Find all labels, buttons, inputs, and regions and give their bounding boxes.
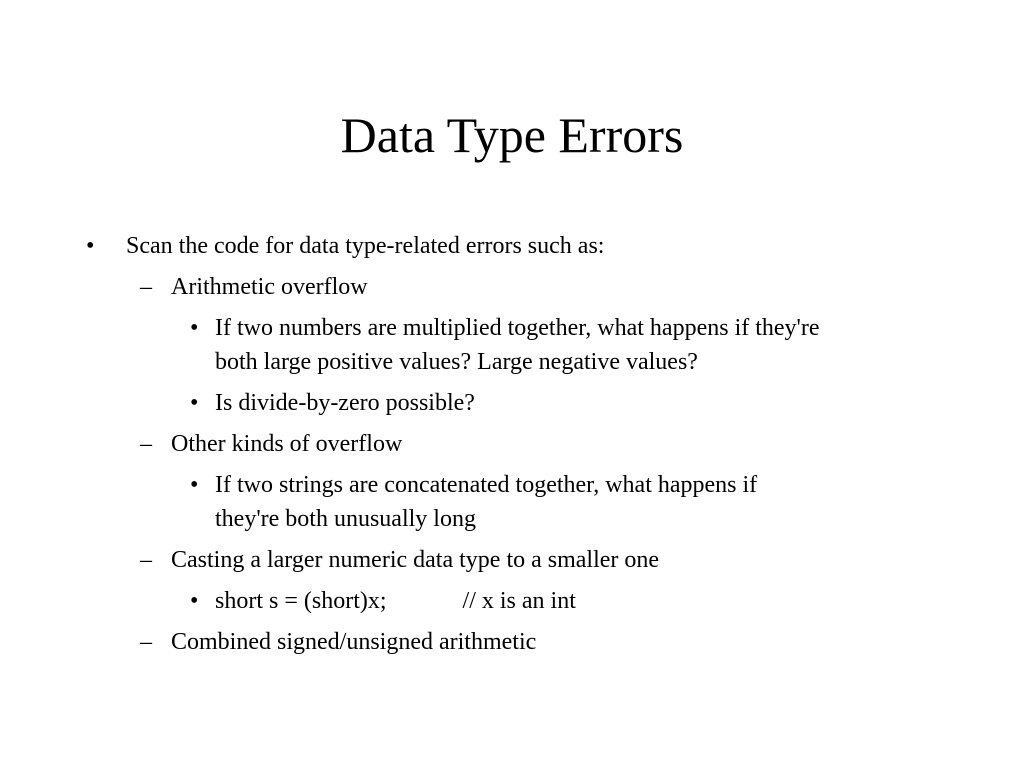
sub-sub-bullet-divide-by-zero: Is divide-by-zero possible? [215, 390, 475, 416]
dash-marker: – [140, 629, 152, 655]
bullet-scan-code: Scan the code for data type-related errors such as: [126, 233, 605, 259]
bullet-marker: • [190, 588, 199, 614]
dash-marker: – [140, 431, 152, 457]
sub-bullet-arithmetic-overflow: Arithmetic overflow [171, 274, 368, 300]
bullet-marker: • [190, 472, 199, 498]
bullet-marker: • [190, 315, 199, 341]
sub-sub-bullet-concat-line1: If two strings are concatenated together, what happens if [215, 472, 758, 498]
bullet-marker: • [190, 390, 199, 416]
sub-sub-bullet-multiply-line1: If two numbers are multiplied together, what happens if they're [215, 315, 820, 341]
sub-bullet-casting: Casting a larger numeric data type to a smaller one [171, 547, 660, 573]
sub-bullet-signed-unsigned: Combined signed/unsigned arithmetic [171, 629, 537, 655]
sub-sub-bullet-short-cast [215, 584, 576, 618]
dash-marker: – [140, 547, 152, 573]
sub-bullet-other-overflow: Other kinds of overflow [171, 431, 403, 457]
sub-sub-bullet-multiply-line2: both large positive values? Large negative values? [215, 349, 698, 375]
bullet-marker: • [86, 233, 95, 259]
code-comment: // x is an int [462, 588, 576, 614]
sub-sub-bullet-concat-line2: they're both unusually long [215, 506, 476, 532]
dash-marker: – [140, 274, 152, 300]
code-snippet: short s = (short)x; [215, 588, 387, 614]
slide-title: Data Type Errors [340, 107, 684, 163]
